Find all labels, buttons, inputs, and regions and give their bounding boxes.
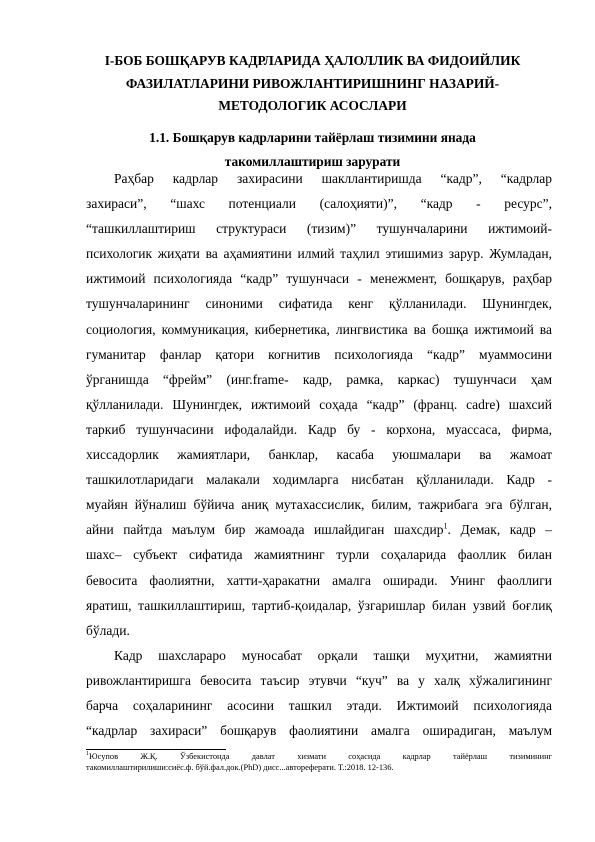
footnote-text: Юсупов Ж.Қ. Ўзбекистонда давлат хизмати соҳасида кадрлар тайёрлаш тизимининг	[89, 752, 552, 761]
paragraph-line: бўлади.	[86, 622, 130, 638]
paragraph-line: ривожлантиришга бевосита таъсир этувчи “куч” ва у халқ хўжалигининг	[86, 672, 552, 688]
paragraph-line-with-footnote	[86, 517, 552, 542]
footnote-number: 1	[86, 751, 89, 758]
paragraph-line: шахс– субъект сифатида жамиятнинг турли соҳаларида фаоллик билан	[86, 547, 552, 563]
footnote-line: такомиллаштирилиши:сиёс.ф. бўй.фал.док.(PhD) дисс...автореферати. Т.:2018. 12-136.	[86, 762, 394, 772]
paragraph-line: Раҳбар кадрлар захирасини шакллантиришда “кадр”, “кадрлар	[114, 171, 552, 186]
paragraph-line: тушунчаларининг синоними сифатида кенг қўлланилади. Шунингдек,	[86, 296, 552, 312]
chapter-title-line: I-БОБ БОШҚАРУВ КАДРЛАРИДА ҲАЛОЛЛИК ВА ФИДОИЙЛИК	[104, 53, 521, 68]
chapter-title	[80, 50, 545, 118]
paragraph-line: захираси”, “шахс потенциали (салоҳияти)”, “кадр - ресурс”,	[86, 196, 552, 212]
body-text	[86, 166, 552, 743]
paragraph-line: бевосита фаолиятни, хатти-ҳаракатни амалга оширади. Унинг фаоллиги	[86, 572, 552, 588]
paragraph-line: барча соҳаларининг асосини ташкил этади. Ижтимоий психологияда	[86, 697, 552, 713]
section-title-line: 1.1. Бошқарув кадрларини тайёрлаш тизимини янада	[149, 130, 476, 145]
paragraph-line: қўлланилади. Шунингдек, ижтимоий соҳада “кадр” (франц. cadre) шахсий	[86, 396, 552, 412]
line-text: айни пайтда маълум бир жамоада ишлайдиган шахсдир	[86, 522, 444, 538]
paragraph-line: “ташкиллаштириш структураси (тизим)” тушунчаларини ижтимоий-	[86, 221, 552, 237]
paragraph-line: яратиш, ташкиллаштириш, тартиб-қоидалар, ўзгаришлар билан узвий боғлиқ	[86, 597, 552, 613]
line-text: . Демак, кадр –	[447, 522, 552, 538]
paragraph-line: хиссадорлик жамиятлари, банклар, касаба уюшмалари ва жамоат	[86, 447, 552, 463]
paragraph-line: “кадрлар захираси” бошқарув фаолиятини амалга оширадиган, маълум	[86, 723, 552, 739]
paragraph-line: муайян йўналиш бўйича аниқ мутахассислик, билим, тажрибага эга бўлган,	[86, 497, 552, 513]
footnote-ref[interactable]: 1	[443, 521, 448, 531]
footnote-line	[86, 752, 552, 763]
chapter-title-line: МЕТОДОЛОГИК АСОСЛАРИ	[218, 98, 407, 113]
section-title-line: такомиллаштириш зарурати	[224, 153, 401, 169]
footnote-divider	[86, 749, 226, 750]
paragraph-line: ташкилотларидаги малакали ходимларга нисбатан қўлланилади. Кадр -	[86, 472, 552, 488]
paragraph-line: гуманитар фанлар қатори когнитив психологияда “кадр” муаммосини	[86, 346, 552, 362]
chapter-title-line: ФАЗИЛАТЛАРИНИ РИВОЖЛАНТИРИШНИНГ НАЗАРИЙ-	[125, 75, 500, 91]
paragraph-line: таркиб тушунчасини ифодалайди. Кадр бу - корхона, муассаса, фирма,	[86, 421, 552, 437]
footnote	[86, 752, 552, 773]
paragraph-line: Кадр шахслараро муносабат орқали ташқи муҳитни, жамиятни	[114, 647, 552, 663]
paragraph-line: психологик жиҳати ва аҳамиятини илмий таҳлил этишимиз зарур. Жумладан,	[86, 246, 552, 262]
paragraph-line: ўрганишда “фрейм” (инг.frame- кадр, рамка, каркас) тушунчаси ҳам	[86, 371, 552, 387]
paragraph-line: социология, коммуникация, кибернетика, лингвистика ва бошқа ижтимоий ва	[86, 321, 552, 337]
paragraph-line: ижтимоий психологияда “кадр” тушунчаси - менежмент, бошқарув, раҳбар	[86, 271, 552, 287]
